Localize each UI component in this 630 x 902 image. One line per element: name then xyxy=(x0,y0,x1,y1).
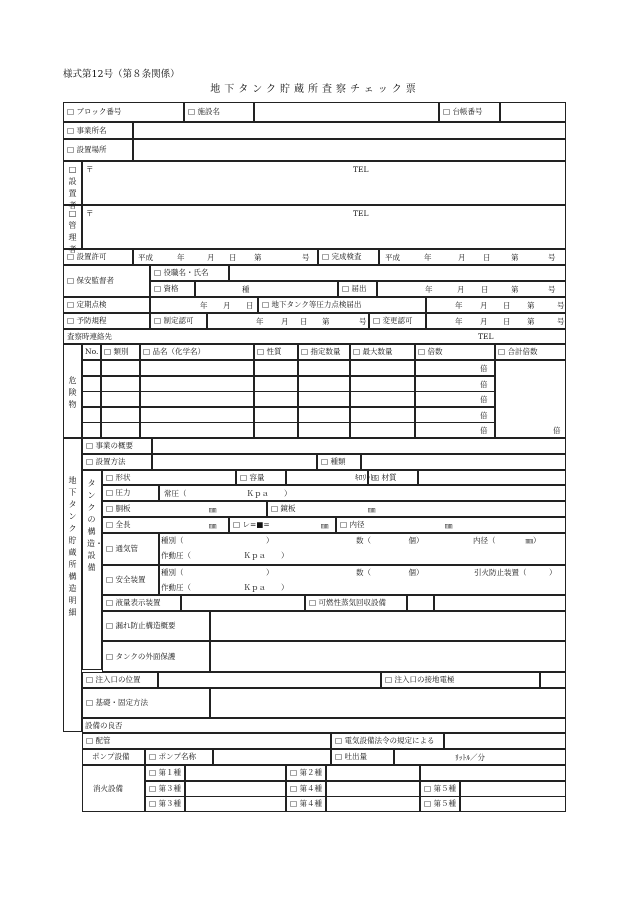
level-gauge-field[interactable] xyxy=(181,595,305,611)
form-title: 地下タンク貯蔵所査察チェック票 xyxy=(210,84,420,95)
vent-count: 数（ 個） xyxy=(356,536,424,545)
location-field[interactable] xyxy=(133,139,566,161)
change-approval-date-1: 月 xyxy=(480,317,488,326)
fire-class-field[interactable] xyxy=(326,796,420,812)
permit-date-2: 月 xyxy=(207,253,215,262)
approval-date-3: 第 xyxy=(322,317,330,326)
level-gauge-label[interactable]: □ 液量表示装置 xyxy=(102,595,181,611)
hazmat-header-multiple: □ 倍数 xyxy=(415,344,495,360)
pressure-leak-date-2: 日 xyxy=(503,301,511,310)
hazmat-header-product: □ 品名（化学名） xyxy=(140,344,254,360)
hazmat-header-total-multiple: □ 合計倍数 xyxy=(495,344,566,360)
shape-label[interactable]: □ 形状 xyxy=(102,470,236,485)
installer-postal: 〒 xyxy=(86,165,94,174)
hazmat-cell[interactable] xyxy=(298,360,350,376)
fire-class-label[interactable]: □ 第３種 xyxy=(145,796,185,812)
hazmat-cell[interactable] xyxy=(101,376,140,392)
safety-backfire: 引火防止装置（ ） xyxy=(474,568,557,577)
capacity-label[interactable]: □ 容量 xyxy=(236,470,286,485)
permit-date-5: 号 xyxy=(302,253,310,262)
approval-date-0: 年 xyxy=(256,317,264,326)
hazmat-cell[interactable] xyxy=(350,407,415,423)
vent-inner: 内径（ ㎜） xyxy=(473,536,541,545)
inner-diameter-label[interactable]: □ 内径 xyxy=(336,517,566,533)
title-name-label[interactable]: □ 役職名・氏名 xyxy=(150,265,229,281)
pump-name-field[interactable] xyxy=(213,749,331,765)
hazmat-cell[interactable] xyxy=(254,391,298,407)
safety-kind: 種別（ ） xyxy=(161,568,274,577)
permit-date-4: 第 xyxy=(254,253,262,262)
completion-label[interactable]: □ 完成検査 xyxy=(318,249,379,265)
hazmat-label-text: 危険物 xyxy=(68,376,77,409)
notification-date-field[interactable] xyxy=(377,281,566,297)
safety-count: 数（ 個） xyxy=(356,568,424,577)
pressure-leak-check-label[interactable]: □ 地下タンク等圧力点検届出 xyxy=(258,297,426,313)
electrical-label[interactable]: □ 電気設備法令の規定による xyxy=(331,733,444,749)
vapor-recovery-label[interactable]: □ 可燃性蒸気回収設備 xyxy=(305,595,407,611)
approval-date-1: 月 xyxy=(281,317,289,326)
foundation-field[interactable] xyxy=(210,688,566,718)
inlet-position-label[interactable]: □ 注入口の位置 xyxy=(82,672,158,688)
inlet-grounding-field[interactable] xyxy=(540,672,566,688)
discharge-label[interactable]: □ 吐出量 xyxy=(331,749,394,765)
fire-class-label[interactable]: □ 第５種 xyxy=(420,781,460,797)
ledger-number-field[interactable] xyxy=(500,102,566,122)
facility-name-field[interactable] xyxy=(254,102,439,122)
fire-class-field[interactable] xyxy=(185,765,286,781)
vapor-recovery-extra[interactable] xyxy=(434,595,566,611)
completion-date-0: 平成 xyxy=(385,253,400,262)
inlet-position-field[interactable] xyxy=(158,672,381,688)
inlet-grounding-label[interactable]: □ 注入口の接地電極 xyxy=(381,672,540,688)
pump-name-label[interactable]: □ ポンプ名称 xyxy=(145,749,213,765)
ledger-number-label[interactable]: □ 台帳番号 xyxy=(439,102,500,122)
hazmat-cell[interactable] xyxy=(140,360,254,376)
hazmat-cell[interactable] xyxy=(254,422,298,438)
inner-diameter-unit: ㎜ xyxy=(445,521,453,530)
installer-label-text: □設置者 xyxy=(68,165,77,210)
pressure-text: 常圧（ Ｋｐａ ） xyxy=(164,489,292,498)
fire-class-field[interactable] xyxy=(420,765,566,781)
hazmat-cell[interactable] xyxy=(140,376,254,392)
hazmat-header-max-qty: □ 最大数量 xyxy=(350,344,415,360)
permit-date-field[interactable] xyxy=(133,249,318,265)
fire-class-field[interactable] xyxy=(460,796,566,812)
plate-body-unit: ㎜ xyxy=(209,505,217,514)
fire-class-label[interactable]: □ 第４種 xyxy=(286,796,326,812)
exterior-protection-label[interactable]: □ タンクの外面保護 xyxy=(102,641,210,672)
plate-mirror-unit: ㎜ xyxy=(368,505,376,514)
plate-body-label[interactable]: □ 胴板 xyxy=(102,501,267,517)
fire-class-field[interactable] xyxy=(185,796,286,812)
total-multiple-unit: 倍 xyxy=(553,426,561,435)
qualification-field[interactable] xyxy=(195,281,338,297)
hazmat-cell[interactable] xyxy=(298,407,350,423)
periodic-inspection-label[interactable]: □ 定期点検 xyxy=(63,297,150,313)
pressure-leak-date-4: 号 xyxy=(557,301,565,310)
length-unit: ㎜ xyxy=(209,521,217,530)
structure-label-text: 地下タンク貯蔵所構造明細 xyxy=(68,476,77,617)
completion-date-5: 号 xyxy=(548,253,556,262)
overview-label[interactable]: □ 事業の概要 xyxy=(82,438,152,454)
hazmat-cell[interactable] xyxy=(82,360,101,376)
hazmat-cell[interactable] xyxy=(140,422,254,438)
notification-date-4: 号 xyxy=(548,285,556,294)
completion-date-4: 第 xyxy=(511,253,519,262)
fire-class-label[interactable]: □ 第１種 xyxy=(145,765,185,781)
length-label[interactable]: □ 全長 xyxy=(102,517,229,533)
notification-date-0: 年 xyxy=(425,285,433,294)
hazmat-cell[interactable] xyxy=(101,422,140,438)
fire-class-label[interactable]: □ 第５種 xyxy=(420,796,460,812)
fire-class-field[interactable] xyxy=(185,781,286,797)
hazmat-cell[interactable] xyxy=(350,360,415,376)
kind-field[interactable] xyxy=(361,454,566,470)
hazmat-cell[interactable] xyxy=(140,391,254,407)
notification-date-1: 月 xyxy=(457,285,465,294)
hazmat-cell[interactable] xyxy=(254,407,298,423)
discharge-unit: ﾘｯﾄﾙ／分 xyxy=(455,753,485,762)
safety-device-label[interactable]: □ 安全装置 xyxy=(102,565,159,595)
qualification-label[interactable]: □ 資格 xyxy=(150,281,195,297)
hazmat-header-designated-qty: □ 指定数量 xyxy=(298,344,350,360)
hazmat-cell[interactable] xyxy=(82,422,101,438)
install-method-field[interactable] xyxy=(152,454,317,470)
block-number-label[interactable]: □ ブロック番号 xyxy=(63,102,184,122)
fire-class-field[interactable] xyxy=(326,765,420,781)
hazmat-cell[interactable] xyxy=(298,391,350,407)
leak-prevention-label[interactable]: □ 漏れ防止構造概要 xyxy=(102,611,210,641)
hazmat-cell[interactable] xyxy=(254,360,298,376)
pressure-leak-date-0: 年 xyxy=(455,301,463,310)
fire-class-label[interactable]: □ 第３種 xyxy=(145,781,185,797)
leak-prevention-field[interactable] xyxy=(210,611,566,641)
install-method-label[interactable]: □ 設置方法 xyxy=(82,454,152,470)
permit-date-3: 日 xyxy=(229,253,237,262)
completion-date-field[interactable] xyxy=(379,249,566,265)
equipment-outline-label: 設備の良否 xyxy=(82,718,566,733)
level-label[interactable]: □ レ=■= xyxy=(229,517,336,533)
emergency-contact-tel: TEL xyxy=(478,332,494,341)
hazmat-cell[interactable] xyxy=(82,391,101,407)
capacity-unit: ｷﾛﾘｯﾄﾙ xyxy=(355,473,378,482)
tank-structure-text: タンクの構造・設備 xyxy=(87,479,103,572)
material-field[interactable] xyxy=(418,470,566,485)
pressure-leak-date-1: 月 xyxy=(480,301,488,310)
hazmat-cell[interactable] xyxy=(82,407,101,423)
hazmat-multiple-unit: 倍 xyxy=(480,426,488,436)
fire-class-label[interactable]: □ 第２種 xyxy=(286,765,326,781)
overview-field[interactable] xyxy=(152,438,566,454)
hazmat-cell[interactable] xyxy=(140,407,254,423)
periodic-date-0: 年 xyxy=(200,301,208,310)
change-approval-date-4: 号 xyxy=(557,317,565,326)
pump-label: ポンプ設備 xyxy=(82,749,145,765)
permit-date-1: 年 xyxy=(177,253,185,262)
piping-label[interactable]: □ 配管 xyxy=(82,733,331,749)
hazmat-header-no: No. xyxy=(82,344,101,360)
facility-name-label[interactable]: □ 施設名 xyxy=(184,102,254,122)
plate-mirror-label[interactable]: □ 鏡板 xyxy=(267,501,566,517)
hazmat-cell[interactable] xyxy=(101,360,140,376)
hazmat-cell[interactable] xyxy=(82,376,101,392)
vent-kind: 種別（ ） xyxy=(161,536,274,545)
hazmat-cell[interactable] xyxy=(350,391,415,407)
form-number: 様式第12号（第８条関係） xyxy=(63,69,180,80)
fire-class-field[interactable] xyxy=(460,781,566,797)
safety-operating: 作動圧（ Ｋｐａ ） xyxy=(161,583,289,592)
manager-label-text: □管理者 xyxy=(68,209,77,254)
kind-label[interactable]: □ 種類 xyxy=(317,454,361,470)
hazmat-multiple-unit: 倍 xyxy=(480,364,488,373)
hazmat-header-category: □ 類別 xyxy=(101,344,140,360)
level-unit: ㎜ xyxy=(321,521,329,530)
hazmat-multiple-unit: 倍 xyxy=(480,410,488,420)
pressure-leak-date-field[interactable] xyxy=(426,297,566,313)
installer-tel: TEL xyxy=(353,165,369,174)
approval-date-4: 号 xyxy=(359,317,367,326)
hazmat-cell[interactable] xyxy=(350,376,415,392)
permit-label[interactable]: □ 設置許可 xyxy=(63,249,133,265)
hazmat-cell[interactable] xyxy=(254,376,298,392)
business-name-label[interactable]: □ 事業所名 xyxy=(63,122,133,139)
manager-field[interactable] xyxy=(82,205,566,249)
vent-operating: 作動圧（ Ｋｐａ ） xyxy=(161,551,289,560)
notification-label[interactable]: □ 届出 xyxy=(338,281,377,297)
hazmat-multiple-unit: 倍 xyxy=(480,395,488,405)
installer-field[interactable] xyxy=(82,161,566,205)
foundation-label[interactable]: □ 基礎・固定方法 xyxy=(82,688,210,718)
pressure-leak-date-3: 第 xyxy=(527,301,535,310)
pressure-label[interactable]: □ 圧力 xyxy=(102,485,159,501)
hazmat-header-property: □ 性質 xyxy=(254,344,298,360)
prevention-rules-label[interactable]: □ 予防規程 xyxy=(63,313,150,329)
vapor-recovery-field[interactable] xyxy=(407,595,434,611)
hazmat-cell[interactable] xyxy=(298,376,350,392)
material-label[interactable]: □ 材質 xyxy=(368,470,418,485)
hazmat-multiple-unit: 倍 xyxy=(480,379,488,389)
hazmat-cell[interactable] xyxy=(298,422,350,438)
approval-label[interactable]: □ 制定認可 xyxy=(150,313,207,329)
business-name-field[interactable] xyxy=(133,122,566,139)
change-approval-date-2: 日 xyxy=(503,317,511,326)
fire-equipment-label: 消火設備 xyxy=(82,765,145,812)
change-approval-date-field[interactable] xyxy=(426,313,566,329)
title-name-field[interactable] xyxy=(229,265,566,281)
completion-date-2: 月 xyxy=(458,253,466,262)
hazmat-cell[interactable] xyxy=(101,391,140,407)
security-supervisor-label[interactable]: □ 保安監督者 xyxy=(63,265,150,297)
completion-date-1: 年 xyxy=(424,253,432,262)
fire-class-field[interactable] xyxy=(326,781,420,797)
periodic-date-1: 月 xyxy=(223,301,231,310)
permit-date-0: 平成 xyxy=(138,253,153,262)
notification-date-2: 日 xyxy=(481,285,489,294)
manager-tel: TEL xyxy=(353,209,369,218)
change-approval-date-3: 第 xyxy=(527,317,535,326)
hazmat-cell[interactable] xyxy=(350,422,415,438)
electrical-field[interactable] xyxy=(444,733,566,749)
hazmat-cell[interactable] xyxy=(101,407,140,423)
change-approval-date-0: 年 xyxy=(455,317,463,326)
location-label[interactable]: □ 設置場所 xyxy=(63,139,133,161)
qualification-kind-unit: 種 xyxy=(242,285,250,294)
fire-class-label[interactable]: □ 第４種 xyxy=(286,781,326,797)
vent-pipe-label[interactable]: □ 通気管 xyxy=(102,533,159,565)
notification-date-3: 第 xyxy=(511,285,519,294)
completion-date-3: 日 xyxy=(483,253,491,262)
manager-postal: 〒 xyxy=(86,209,94,218)
periodic-date-2: 日 xyxy=(246,301,254,310)
change-approval-label[interactable]: □ 変更認可 xyxy=(369,313,426,329)
approval-date-2: 日 xyxy=(300,317,308,326)
exterior-protection-field[interactable] xyxy=(210,641,566,672)
emergency-contact-label: 査察時連絡先 xyxy=(67,332,112,341)
